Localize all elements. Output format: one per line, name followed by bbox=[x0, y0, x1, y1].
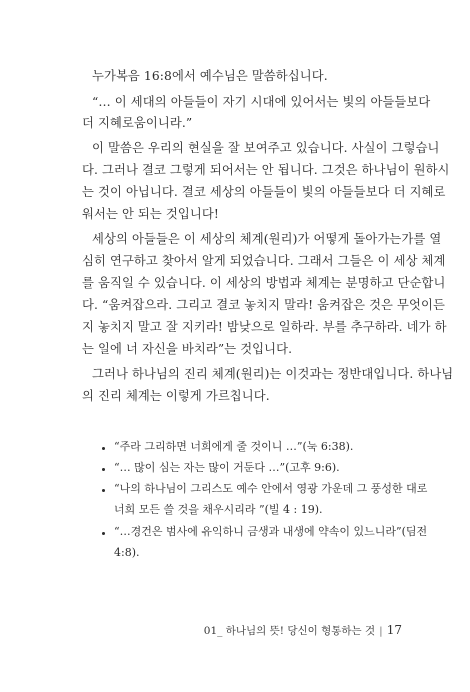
paragraph-line: 심히 연구하고 찾아서 알게 되었습니다. 그래서 그들은 이 세상 체계 bbox=[82, 254, 446, 268]
paragraph-line: 지 놓치지 말고 잘 지키라! 밤낮으로 일하라. 부를 추구하라. 네가 하 bbox=[82, 320, 447, 334]
bullet-item-text: “나의 하나님이 그리스도 예수 안에서 영광 가운데 그 풍성한 대로 bbox=[114, 482, 428, 495]
page-number: 17 bbox=[386, 623, 402, 637]
paragraph-line: 다. 그러나 결코 그렇게 되어서는 안 됩니다. 그것은 하나님이 원하시 bbox=[82, 163, 450, 177]
paragraph-line: 의 진리 체계는 이렇게 가르칩니다. bbox=[82, 389, 270, 403]
paragraph-line: 누가복음 16:8에서 예수님은 말씀하십니다. bbox=[92, 69, 328, 83]
paragraph-line: 세상의 아들들은 이 세상의 체계(원리)가 어떻게 돌아가는가를 열 bbox=[92, 232, 442, 246]
bullet-dot-icon bbox=[102, 447, 105, 450]
chapter-title: 01_ 하나님의 뜻! 당신이 형통하는 것 bbox=[203, 625, 376, 637]
bullet-item-text: “주라 그리하면 너희에게 줄 것이니 …”(눅 6:38). bbox=[114, 440, 354, 453]
paragraph-line: 는 일에 너 자신을 바치라”는 것입니다. bbox=[82, 342, 293, 356]
bullet-item-text: “… 많이 심는 자는 많이 거둔다 …”(고후 9:6). bbox=[114, 461, 340, 474]
bullet-dot-icon bbox=[102, 489, 105, 492]
paragraph-line: 다. “움켜잡으라. 그리고 결코 놓치지 말라! 움켜잡은 것은 무엇이든 bbox=[82, 298, 445, 312]
paragraph-line: 는 것이 아닙니다. 결코 세상의 아들들이 빛의 아들들보다 더 지혜로 bbox=[82, 185, 446, 199]
paragraph-line: “… 이 세대의 아들들이 자기 시대에 있어서는 빛의 아들들보다 bbox=[92, 95, 431, 109]
bullet-dot-icon bbox=[102, 468, 105, 471]
bullet-item-text: 4:8). bbox=[114, 546, 140, 559]
bullet-item-text: 너희 모든 쓸 것을 채우시리라 ”(빌 4 : 19). bbox=[114, 503, 323, 516]
paragraph-line: 를 움직일 수 있습니다. 이 세상의 방법과 체계는 분명하고 단순합니 bbox=[82, 276, 446, 290]
page-footer bbox=[204, 623, 402, 638]
footer-separator: | bbox=[379, 625, 383, 637]
bullet-item-text: “…경건은 범사에 유익하니 금생과 내생에 약속이 있느니라”(딤전 bbox=[114, 525, 428, 538]
paragraph-line: 그러나 하나님의 진리 체계(원리)는 이것과는 정반대입니다. 하나님 bbox=[92, 367, 454, 381]
paragraph-line: 더 지혜로움이니라.” bbox=[82, 116, 193, 130]
paragraph-line: 워서는 안 되는 것입니다! bbox=[82, 207, 219, 221]
bullet-dot-icon bbox=[102, 532, 105, 535]
paragraph-line: 이 말씀은 우리의 현실을 잘 보여주고 있습니다. 사실이 그렇습니 bbox=[92, 141, 440, 155]
